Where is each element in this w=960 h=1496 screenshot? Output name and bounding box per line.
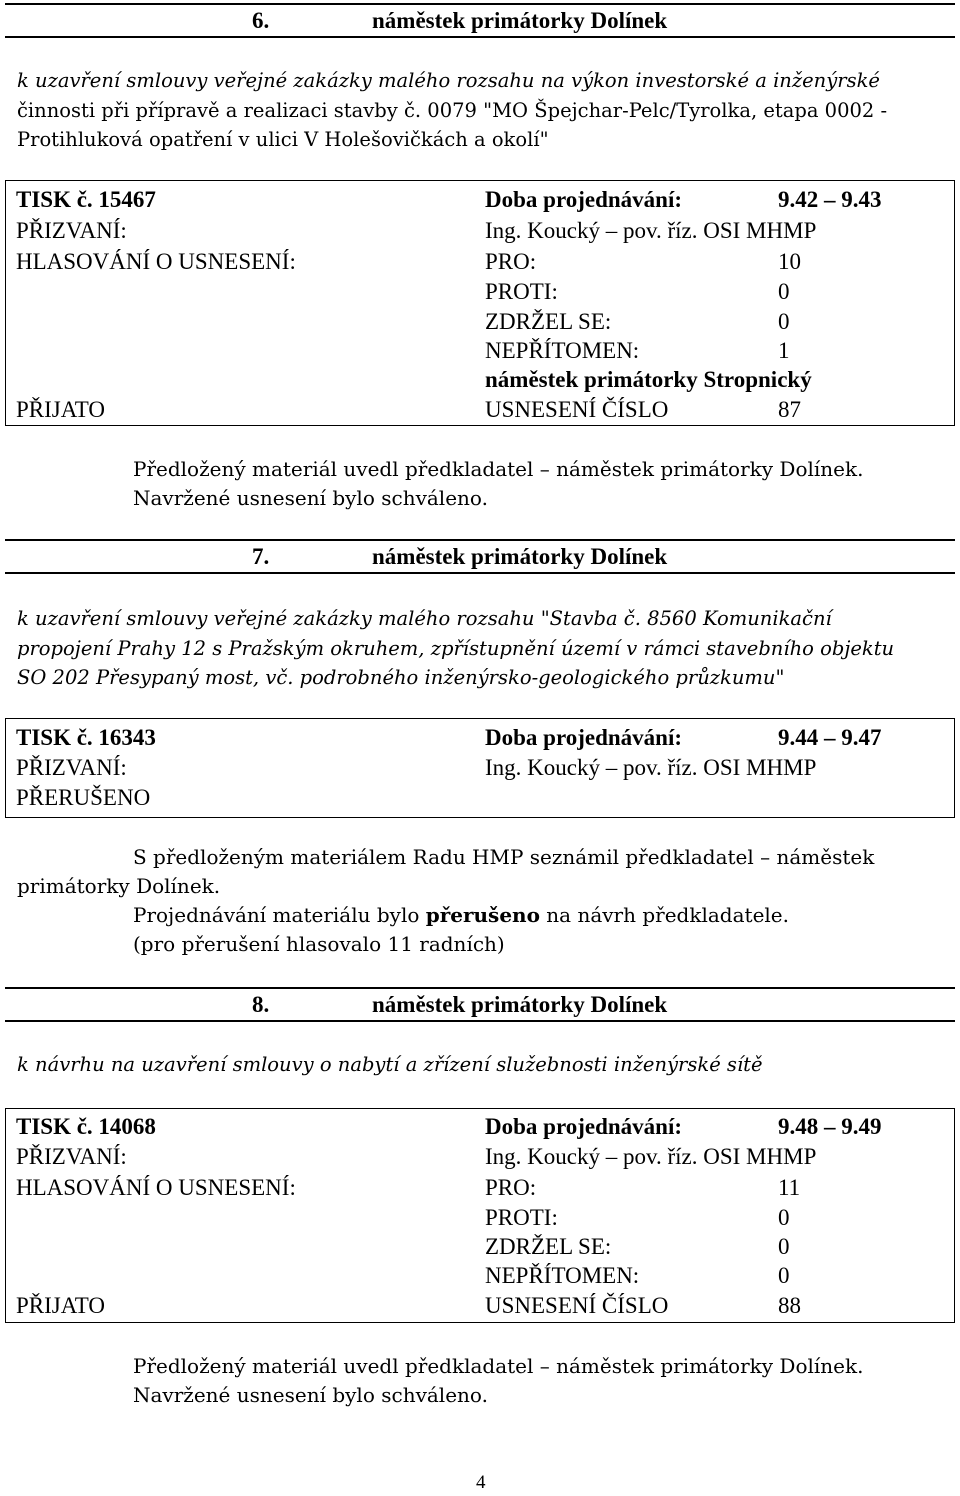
note-bold-text: přerušeno: [425, 903, 540, 927]
doba-label: Doba projednávání:: [485, 1114, 683, 1139]
item-info-box: [5, 718, 955, 818]
vote-value: 0: [778, 279, 790, 304]
result-status: PŘERUŠENO: [16, 785, 151, 810]
prizvani-label: PŘIZVANÍ:: [16, 755, 127, 780]
vote-value: 0: [778, 1205, 790, 1230]
subject-line: k uzavření smlouvy veřejné zakázky malého rozsahu na výkon investorské a inženýrské: [17, 69, 880, 92]
item-note: Navržené usnesení bylo schváleno.: [133, 1383, 488, 1407]
tisk-number: TISK č. 15467: [16, 187, 156, 212]
item-presenter: náměstek primátorky Dolínek: [372, 992, 668, 1017]
item-presenter: náměstek primátorky Dolínek: [372, 544, 668, 569]
vote-value: 11: [778, 1175, 801, 1200]
item-presenter: náměstek primátorky Dolínek: [372, 8, 668, 33]
doba-value: 9.44 – 9.47: [778, 725, 882, 750]
vote-value: 0: [778, 1234, 790, 1259]
note-text: na návrh předkladatele.: [539, 903, 789, 927]
result-status: PŘIJATO: [16, 397, 106, 422]
item-note: [133, 901, 789, 931]
item-info-box: [5, 180, 955, 426]
vote-value: 1: [778, 338, 790, 363]
item-note: Navržené usnesení bylo schváleno.: [133, 486, 488, 510]
prizvani-label: PŘIZVANÍ:: [16, 218, 127, 243]
usneseni-label: USNESENÍ ČÍSLO: [485, 1293, 669, 1318]
vote-value: 0: [778, 309, 790, 334]
subject-line: SO 202 Přesypaný most, vč. podrobného inženýrsko-geologického průzkumu": [17, 666, 785, 689]
tisk-number: TISK č. 14068: [16, 1114, 156, 1139]
item-header: [5, 539, 955, 574]
subject-line: k uzavření smlouvy veřejné zakázky malého rozsahu "Stavba č. 8560 Komunikační: [17, 607, 832, 630]
vote-label: PRO:: [485, 1175, 537, 1200]
item-note: Předložený materiál uvedl předkladatel – náměstek primátorky Dolínek.: [133, 1354, 864, 1378]
usneseni-label: USNESENÍ ČÍSLO: [485, 397, 669, 422]
prizvani-value: Ing. Koucký – pov. říz. OSI MHMP: [485, 755, 817, 780]
vote-value: 10: [778, 249, 801, 274]
vote-value: 0: [778, 1263, 790, 1288]
vote-label: NEPŘÍTOMEN:: [485, 338, 640, 363]
item-note: S předloženým materiálem Radu HMP seznámil předkladatel – náměstek: [133, 845, 875, 869]
vote-label: PROTI:: [485, 1205, 558, 1230]
item-number: 8.: [252, 992, 270, 1017]
vote-label: ZDRŽEL SE:: [485, 1234, 612, 1259]
usneseni-number: 88: [778, 1293, 801, 1318]
result-status: PŘIJATO: [16, 1293, 106, 1318]
subject-line: Protihluková opatření v ulici V Holešovičkách a okolí": [17, 128, 549, 151]
item-header: [5, 987, 955, 1022]
subject-line: k návrhu na uzavření smlouvy o nabytí a zřízení služebnosti inženýrské sítě: [17, 1053, 763, 1076]
item-note: Předložený materiál uvedl předkladatel – náměstek primátorky Dolínek.: [133, 457, 864, 481]
page-number: 4: [476, 1472, 486, 1493]
item-note: (pro přerušení hlasovalo 11 radních): [133, 932, 505, 956]
item-subject: [17, 66, 942, 155]
hlasovani-label: HLASOVÁNÍ O USNESENÍ:: [16, 1175, 296, 1200]
item-header: [5, 3, 955, 38]
item-info-box: [5, 1108, 955, 1323]
prizvani-value: Ing. Koucký – pov. říz. OSI MHMP: [485, 218, 817, 243]
doba-value: 9.42 – 9.43: [778, 187, 882, 212]
vote-label: PROTI:: [485, 279, 558, 304]
hlasovani-label: HLASOVÁNÍ O USNESENÍ:: [16, 249, 296, 274]
doba-label: Doba projednávání:: [485, 725, 683, 750]
vote-label: ZDRŽEL SE:: [485, 309, 612, 334]
item-subject: [17, 604, 942, 693]
item-number: 7.: [252, 544, 270, 569]
vote-label: PRO:: [485, 249, 537, 274]
prizvani-value: Ing. Koucký – pov. říz. OSI MHMP: [485, 1144, 817, 1169]
vote-label: NEPŘÍTOMEN:: [485, 1263, 640, 1288]
item-note: primátorky Dolínek.: [17, 874, 221, 898]
absent-name: náměstek primátorky Stropnický: [485, 367, 812, 392]
usneseni-number: 87: [778, 397, 801, 422]
tisk-number: TISK č. 16343: [16, 725, 156, 750]
subject-line: činnosti při přípravě a realizaci stavby č. 0079 "MO Špejchar-Pelc/Tyrolka, etapa 0002 -: [17, 98, 888, 122]
item-subject: [17, 1050, 942, 1080]
doba-value: 9.48 – 9.49: [778, 1114, 882, 1139]
prizvani-label: PŘIZVANÍ:: [16, 1144, 127, 1169]
item-number: 6.: [252, 8, 270, 33]
note-text: Projednávání materiálu bylo: [133, 903, 426, 927]
doba-label: Doba projednávání:: [485, 187, 683, 212]
subject-line: propojení Prahy 12 s Pražským okruhem, zpřístupnění území v rámci stavebního objektu: [17, 636, 895, 660]
